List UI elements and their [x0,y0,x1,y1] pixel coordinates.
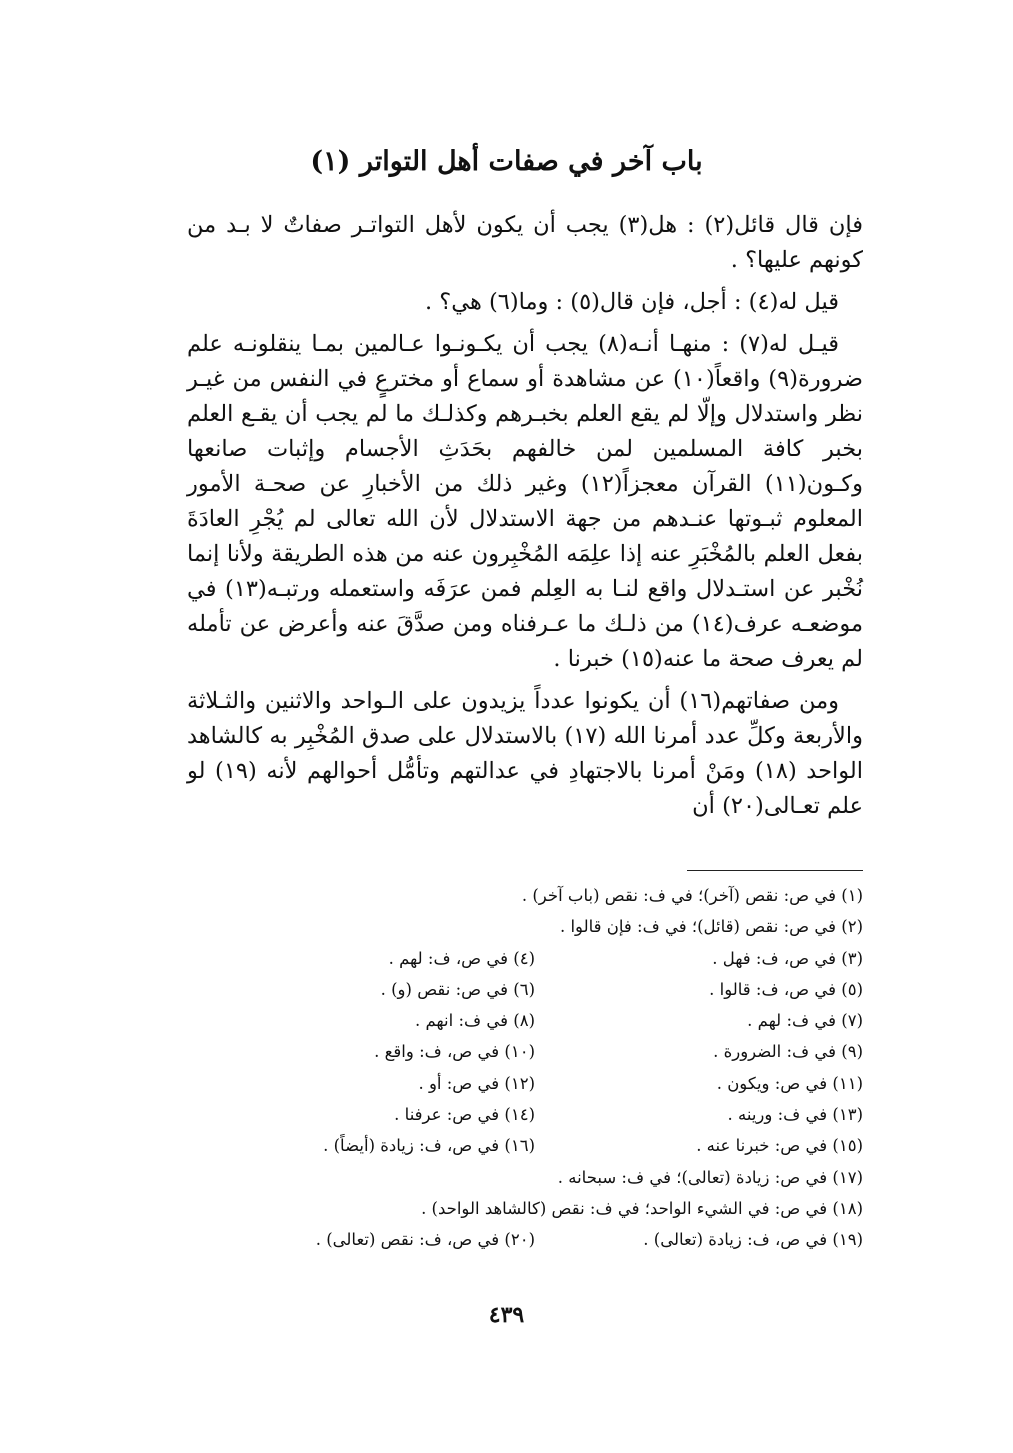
main-text [187,208,863,831]
footnote: (٩) في ف: الضرورة . [713,1042,863,1062]
footnote: (٤) في ص، ف: لهم . [388,948,535,968]
footnote-row [265,1162,863,1193]
footnote-row [265,1099,863,1130]
footnote: (١٣) في ف: ورينه . [727,1105,863,1125]
footnote-row [265,880,863,911]
footnote: (٧) في ف: لهم . [747,1011,863,1031]
footnote-row [265,1036,863,1067]
footnote: (١٨) في ص: في الشيء الواحد؛ في ف: نقص (كالشاهد الواحد) . [421,1198,863,1218]
footnote: (١١) في ص: ويكون . [716,1073,863,1093]
paragraph-knowledge: قيـل له(٧) : منهـا أنـه(٨) يجب أن يكـونـوا عـالمين بمـا ينقلونـه علم ضرورة(٩) واقعاً(١٠) عن مشاهدة أو سماع أو مخترعٍ في النفس من غيـر نظر واستدلال وإلّا لم يقع العلم بخبـرهم وكذلـك ما لم يجب أن يقـع العلم بخبر كافة المسلمين لمن خالفهم بحَدَثِ الأجسام وإثبات صانعها وكـون(١١) القرآن معجزاً(١٢) وغير ذلك من الأخبارِ عن صحـة الأمور المعلوم ثبـوتها عنـدهم من جهة الاستدلال لأن الله تعالى لم يُجْرِ العادَةَ بفعل العلم بالمُخْبَرِ عنه إذا علِمَه المُخْبِرون عنه من هذه الطريقة ولأنا إنما نُخْبر عن استـدلال واقع لنـا به العِلم فمن عرَفَه واستعمله ورتبـه(١٣) في موضعـه عرف(١٤) من ذلـك ما عـرفناه ومن صدَّقَ عنه وأعرض عن تأمله لم يعرف صحة ما عنه(١٥) خبرنا . [187,331,864,672]
footnote: (٥) في ص، ف: قالوا . [709,979,863,999]
footnote: (١٧) في ص: زيادة (تعالى)؛ في ف: سبحانه . [557,1167,863,1187]
footnote-row [265,1130,863,1161]
paragraph-answer: قيل له(٤) : أجل، فإن قال(٥) : وما(٦) هي؟ . [424,289,839,315]
footnote: (١٠) في ص، ف: واقع . [374,1042,535,1062]
footnote-row [265,911,863,942]
footnote: (٢) في ص: نقص (قائل)؛ في ف: فإن قالوا . [559,917,863,937]
footnote: (١) في ص: نقص (آخر)؛ في ف: نقص (باب آخر) . [521,886,863,905]
footnote: (٢٠) في ص، ف: نقص (تعالى) . [315,1230,535,1250]
footnote: (٦) في ص: نقص (و) . [380,979,535,999]
footnote-divider [687,870,863,871]
page-number: ٤٣٩ [488,1302,525,1328]
footnote-row [265,1068,863,1099]
footnote-row [265,1224,863,1255]
footnote: (١٩) في ص، ف: زيادة (تعالى) . [643,1230,863,1250]
footnote: (١٢) في ص: أو . [418,1073,535,1093]
footnote-row [265,943,863,974]
paragraph-question: فإن قال قائل(٢) : هل(٣) يجب أن يكون لأهل التواتـر صفاتٌ لا بـد من كونهم عليها؟ . [187,212,863,273]
paragraph-number: ومن صفاتهم(١٦) أن يكونوا عدداً يزيدون على الـواحد والاثنين والثـلاثة والأربعة وكلِّ عدد أمرنا الله (١٧) بالاستدلال على صدق المُخْبِر به كالشاهد الواحد (١٨) ومَنْ أمرنا بالاجتهادِ في عدالتهم وتأمُّل أحوالهم لأنه (١٩) لو علم تعـالى(٢٠) أن [187,688,864,819]
footnotes [265,880,863,1256]
footnote: (١٤) في ص: عرفنا . [394,1105,535,1125]
footnote-row [265,1005,863,1036]
footnote-row [265,1193,863,1224]
footnote-row [265,974,863,1005]
chapter-title: باب آخر في صفات أهل التواتر (١) [310,146,703,177]
footnote: (٨) في ف: انهم . [414,1011,535,1031]
footnote: (١٦) في ص، ف: زيادة (أيضاً) . [323,1136,535,1156]
footnote: (٣) في ص، ف: فهل . [712,948,863,968]
footnote: (١٥) في ص: خبرنا عنه . [696,1136,863,1156]
